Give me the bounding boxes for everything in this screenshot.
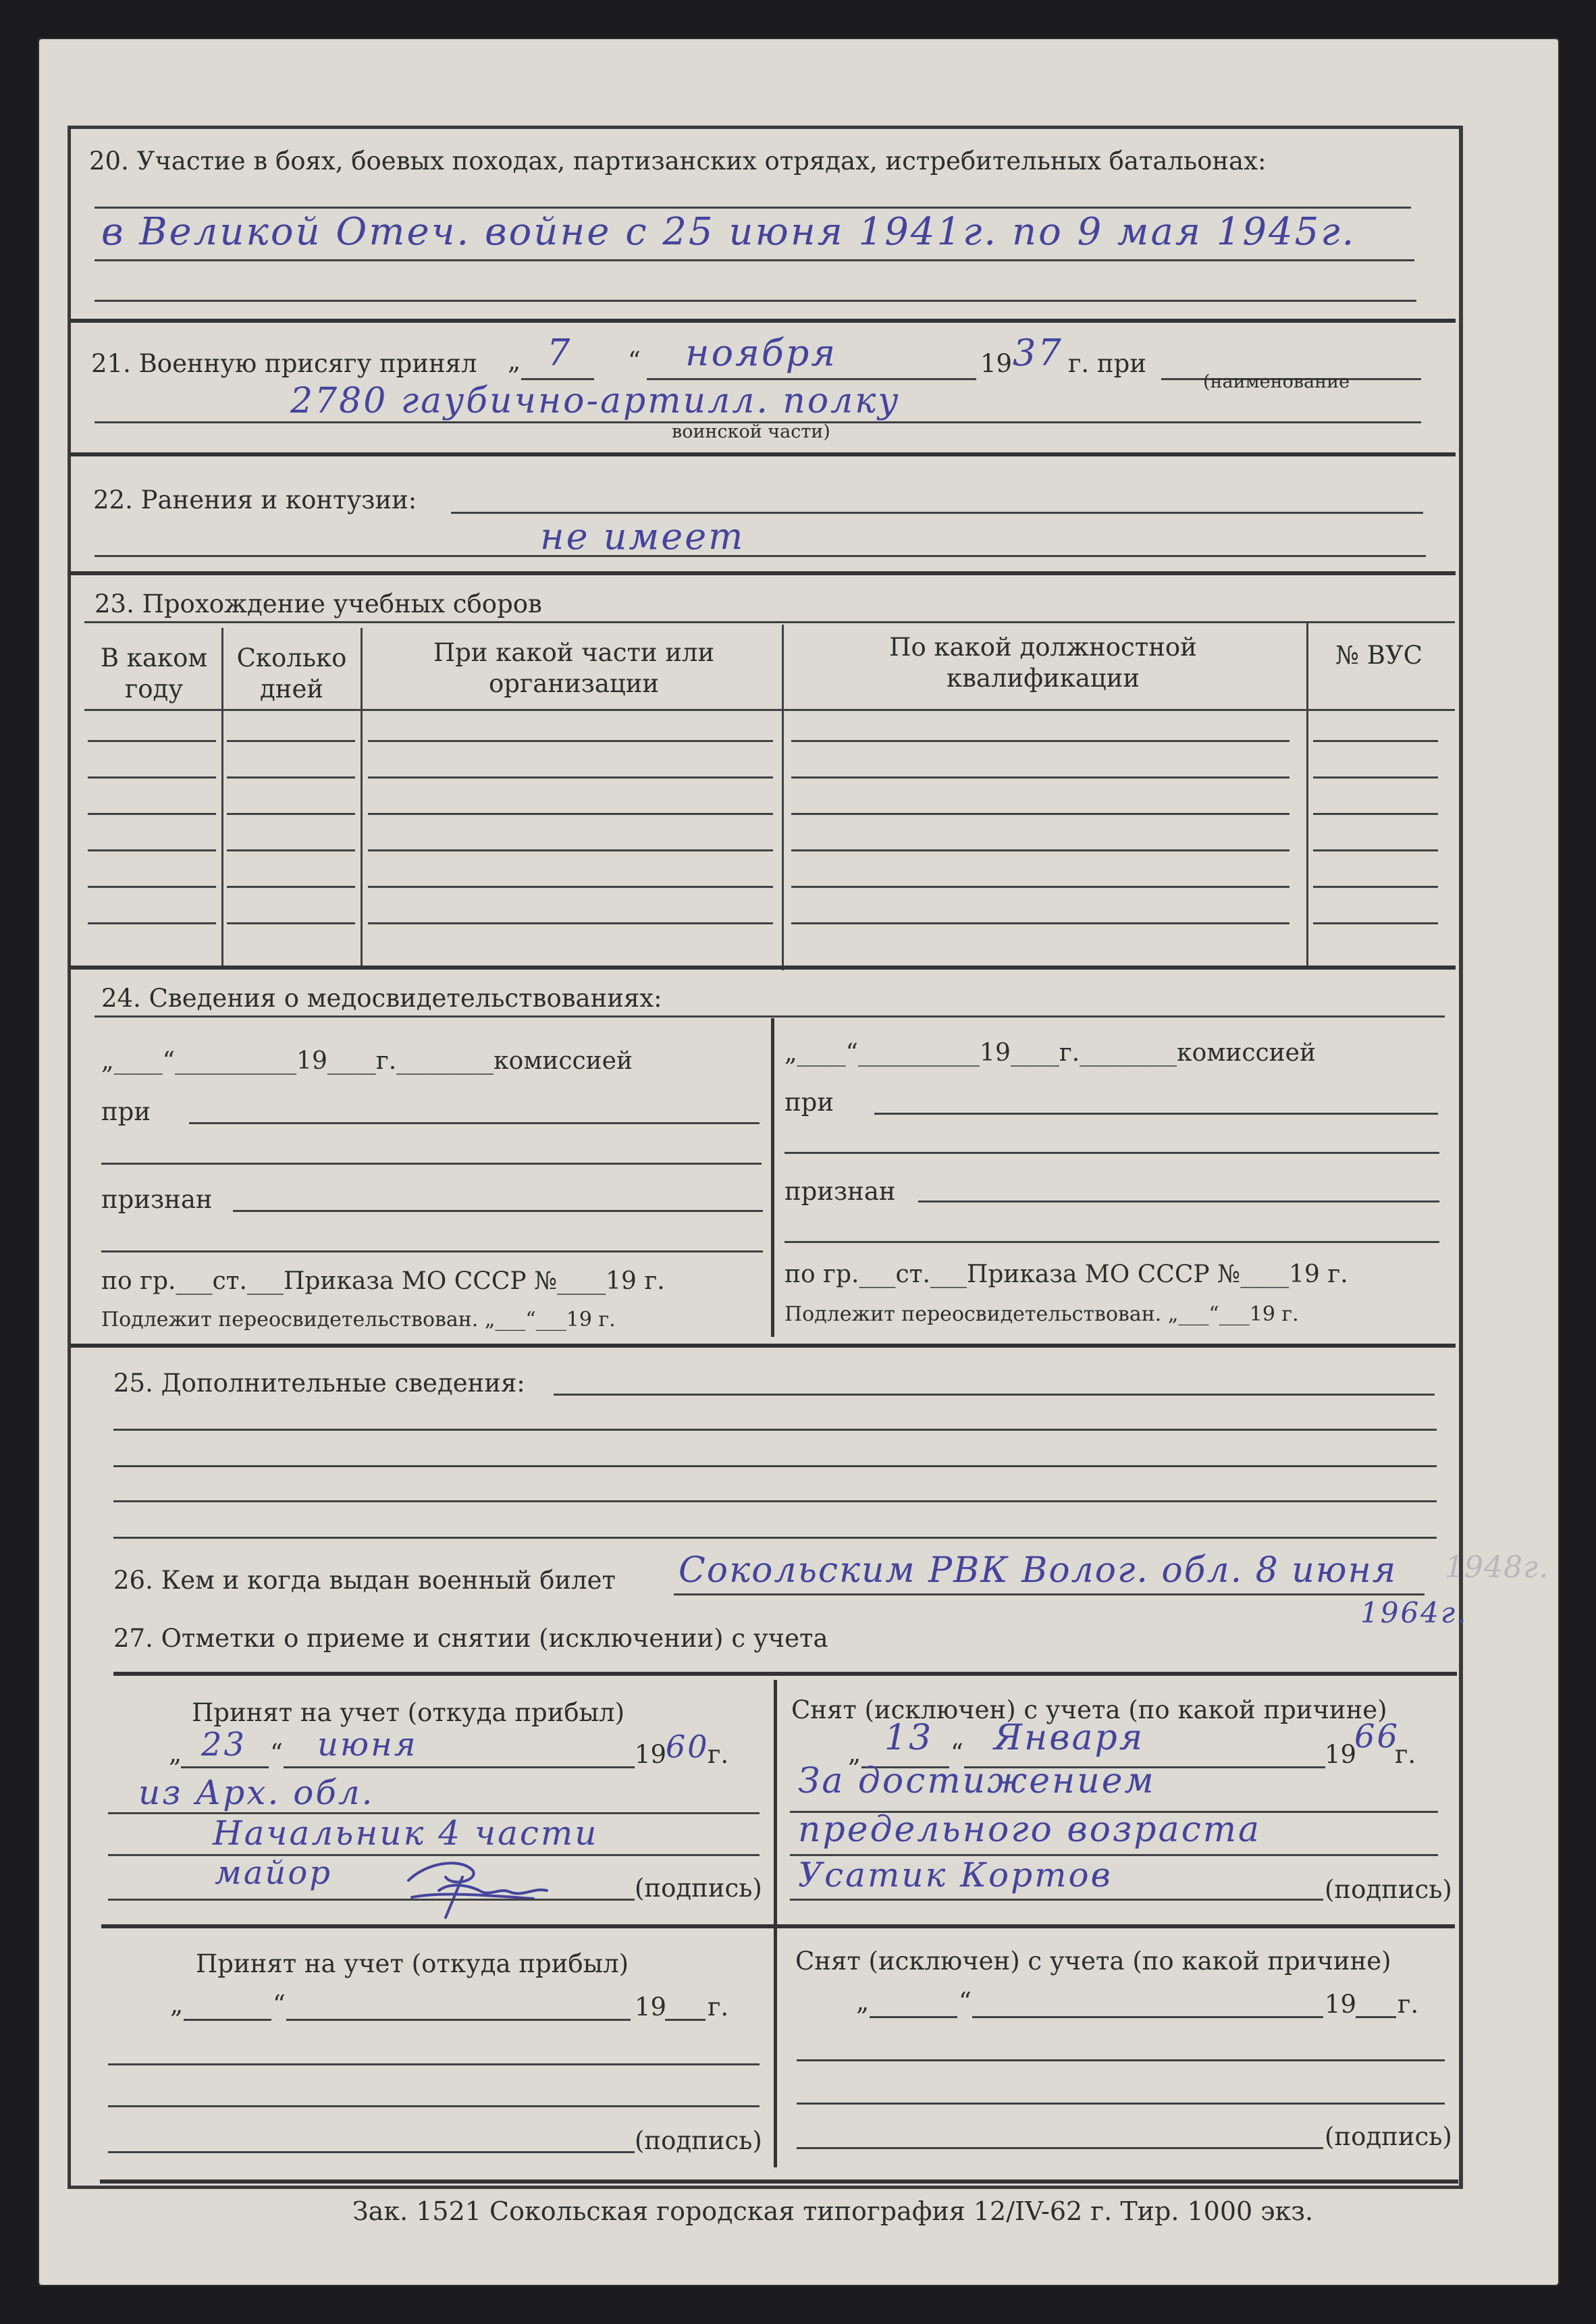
medical-date-line: „____“__________19____г.________комиссией bbox=[784, 1039, 1316, 1067]
table-row-line bbox=[1313, 849, 1438, 851]
medical-order-line: по гр.___ст.___Приказа МО СССР №____19 г. bbox=[784, 1261, 1348, 1288]
rule bbox=[108, 2105, 760, 2107]
table-col-divider bbox=[361, 628, 363, 969]
medical-found-label: признан bbox=[101, 1185, 213, 1214]
section-20-value: в Великой Отеч. войне с 25 июня 1941г. по 9 мая 1945г. bbox=[101, 210, 1356, 254]
rule bbox=[101, 1163, 762, 1165]
section-24-label: 24. Сведения о медосвидетельствованиях: bbox=[101, 984, 662, 1013]
year-suffix: г. bbox=[1398, 1990, 1419, 2019]
quote-open: „ bbox=[169, 1739, 182, 1768]
rule bbox=[797, 2059, 1445, 2061]
table-row-line bbox=[1313, 776, 1438, 778]
removed-month: Января bbox=[994, 1718, 1145, 1758]
medical-date-line: „____“__________19____г.________комиссией bbox=[101, 1047, 633, 1075]
rule bbox=[108, 2151, 635, 2153]
rule bbox=[113, 1429, 1437, 1431]
oath-month: ноября bbox=[685, 332, 838, 374]
medical-reexam-line: Подлежит переосвидетельствован. „___“___19 г. bbox=[101, 1308, 616, 1331]
section-22-label: 22. Ранения и контузии: bbox=[93, 485, 417, 514]
rule bbox=[95, 555, 1426, 557]
col-qualification-header: По какой должностной квалификации bbox=[889, 633, 1197, 693]
rule bbox=[95, 259, 1414, 261]
table-row-line bbox=[88, 886, 216, 888]
signature-label: (подпись) bbox=[635, 1874, 762, 1903]
rule bbox=[797, 2103, 1445, 2105]
medical-at-label: при bbox=[101, 1097, 151, 1126]
rule bbox=[108, 1899, 635, 1901]
accepted-year: 60 bbox=[666, 1728, 710, 1765]
quote-open: „ bbox=[508, 346, 521, 375]
medical-reexam-line: Подлежит переосвидетельствован. „___“___19 г. bbox=[784, 1302, 1299, 1326]
table-row-line bbox=[227, 813, 355, 815]
rule bbox=[784, 1241, 1439, 1243]
rule bbox=[113, 1465, 1437, 1467]
table-row-line bbox=[368, 740, 773, 742]
year-suffix: г. bbox=[1395, 1740, 1416, 1769]
table-col-divider bbox=[221, 628, 223, 966]
rule bbox=[181, 1766, 269, 1768]
table-row-line bbox=[791, 922, 1289, 924]
rule bbox=[972, 2016, 1323, 2018]
rule bbox=[451, 512, 1423, 514]
removed-year: 66 bbox=[1354, 1718, 1400, 1755]
quote-close: “ bbox=[270, 1739, 283, 1768]
section-divider bbox=[70, 966, 1456, 970]
accepted-header: Принят на учет (откуда прибыл) bbox=[192, 1698, 625, 1727]
signature-label: (подпись) bbox=[1325, 2122, 1452, 2151]
table-row-line bbox=[368, 813, 773, 815]
table-row-line bbox=[368, 886, 773, 888]
year-suffix: г. bbox=[708, 1740, 729, 1769]
section-divider bbox=[113, 1672, 1457, 1676]
medical-found-label: признан bbox=[784, 1177, 896, 1206]
wounds-value: не имеет bbox=[540, 515, 745, 558]
oath-day: 7 bbox=[547, 332, 573, 374]
table-row-line bbox=[88, 740, 216, 742]
rule bbox=[647, 378, 976, 380]
section-divider bbox=[70, 452, 1456, 456]
col-unit-header: При какой части или организации bbox=[433, 638, 715, 698]
officer-signature bbox=[398, 1850, 560, 1924]
section-divider bbox=[70, 319, 1456, 323]
rule bbox=[84, 621, 1455, 623]
year-prefix: 19 bbox=[1325, 1990, 1357, 2019]
rule bbox=[870, 2016, 957, 2018]
table-row-line bbox=[88, 849, 216, 851]
quote-close: “ bbox=[273, 1990, 286, 2019]
table-row-line bbox=[227, 740, 355, 742]
table-row-line bbox=[1313, 922, 1438, 924]
rule bbox=[184, 2019, 271, 2021]
registration-column-divider bbox=[774, 1680, 777, 2167]
rule bbox=[108, 2063, 760, 2065]
section-20-label: 20. Участие в боях, боевых походах, партизанских отрядах, истребительных батальонах: bbox=[89, 147, 1267, 176]
rule bbox=[674, 1593, 1425, 1595]
removed-header: Снят (исключен) с учета (по какой причине) bbox=[795, 1947, 1391, 1976]
col-year-header: В каком году bbox=[100, 643, 208, 704]
table-col-divider bbox=[782, 625, 784, 970]
quote-close: “ bbox=[951, 1739, 963, 1768]
quote-close: “ bbox=[959, 1987, 972, 2016]
oath-unit: 2780 гаубично-артилл. полку bbox=[290, 381, 901, 421]
table-row-line bbox=[227, 922, 355, 924]
accepted-officer-rank: майор bbox=[215, 1854, 332, 1892]
rule bbox=[101, 1250, 763, 1252]
rule bbox=[95, 207, 1411, 209]
section-27-label: 27. Отметки о приеме и снятии (исключении) с учета bbox=[113, 1624, 828, 1653]
removed-reason-line2: предельного возраста bbox=[798, 1810, 1262, 1850]
table-row-line bbox=[88, 813, 216, 815]
removed-header: Снят (исключен) с учета (по какой причине) bbox=[791, 1695, 1387, 1724]
table-row-line bbox=[368, 776, 773, 778]
year-prefix: 19 bbox=[980, 349, 1013, 378]
faint-year-mark: 1948г. bbox=[1445, 1550, 1549, 1585]
military-id-issued: Сокольским РВК Волог. обл. 8 июня bbox=[679, 1550, 1398, 1591]
signature-label: (подпись) bbox=[635, 2126, 762, 2155]
table-row-line bbox=[791, 740, 1289, 742]
rule bbox=[95, 1015, 1445, 1018]
col-days-header: Сколько дней bbox=[236, 643, 347, 704]
accepted-officer-title: Начальник 4 части bbox=[213, 1814, 599, 1853]
year-prefix: 19 bbox=[1325, 1740, 1357, 1769]
table-row-line bbox=[368, 922, 773, 924]
section-21-label: 21. Военную присягу принял bbox=[91, 349, 477, 378]
section-26-label: 26. Кем и когда выдан военный билет bbox=[113, 1566, 616, 1595]
medical-at-label: при bbox=[784, 1088, 834, 1117]
table-row-line bbox=[88, 922, 216, 924]
medical-column-divider bbox=[771, 1018, 774, 1337]
rule bbox=[918, 1200, 1439, 1203]
signature-label: (подпись) bbox=[1325, 1875, 1452, 1904]
medical-order-line: по гр.___ст.___Приказа МО СССР №____19 г. bbox=[101, 1267, 665, 1295]
rule bbox=[665, 2019, 706, 2021]
table-row-line bbox=[227, 886, 355, 888]
year-prefix: 19 bbox=[635, 1740, 667, 1769]
rule bbox=[113, 1500, 1437, 1502]
section-23-label: 23. Прохождение учебных сборов bbox=[95, 589, 542, 618]
removed-reason-line1: За достижением bbox=[798, 1761, 1156, 1801]
rule bbox=[874, 1113, 1438, 1115]
quote-close: “ bbox=[628, 346, 641, 375]
accepted-day: 23 bbox=[201, 1726, 247, 1764]
table-row-line bbox=[88, 776, 216, 778]
table-row-line bbox=[791, 776, 1289, 778]
rule bbox=[1356, 2016, 1396, 2018]
rule bbox=[797, 2147, 1323, 2149]
section-divider bbox=[101, 1924, 1455, 1928]
removed-day: 13 bbox=[884, 1718, 934, 1758]
military-id-year: 1964г. bbox=[1360, 1596, 1468, 1629]
table-col-divider bbox=[1306, 621, 1308, 966]
oath-year: 37 bbox=[1013, 332, 1063, 374]
rule bbox=[233, 1210, 763, 1212]
accepted-from: из Арх. обл. bbox=[138, 1773, 375, 1812]
rule bbox=[95, 300, 1416, 302]
accepted-month: июня bbox=[317, 1726, 418, 1764]
table-row-line bbox=[227, 849, 355, 851]
rule bbox=[286, 2019, 631, 2021]
table-header-rule bbox=[84, 709, 1455, 711]
quote-open: „ bbox=[856, 1987, 870, 2016]
oath-at-label: г. при bbox=[1068, 349, 1146, 378]
table-row-line bbox=[1313, 740, 1438, 742]
table-row-line bbox=[1313, 813, 1438, 815]
quote-open: „ bbox=[848, 1739, 861, 1768]
section-divider bbox=[70, 1344, 1456, 1348]
print-imprint: Зак. 1521 Сокольская городская типография 12/IV-62 г. Тир. 1000 экз. bbox=[352, 2196, 1314, 2226]
rule bbox=[284, 1766, 635, 1768]
rule bbox=[521, 378, 594, 380]
rule bbox=[784, 1152, 1439, 1154]
section-25-label: 25. Дополнительные сведения: bbox=[113, 1369, 525, 1398]
table-row-line bbox=[227, 776, 355, 778]
table-row-line bbox=[791, 886, 1289, 888]
accepted-header: Принят на учет (откуда прибыл) bbox=[196, 1949, 629, 1978]
year-prefix: 19 bbox=[635, 1992, 667, 2022]
section-divider bbox=[70, 571, 1456, 575]
table-row-line bbox=[368, 849, 773, 851]
year-suffix: г. bbox=[708, 1992, 729, 2022]
col-vus-header: № ВУС bbox=[1335, 641, 1422, 670]
quote-open: „ bbox=[170, 1990, 184, 2019]
hint-name: (наименование bbox=[1203, 371, 1350, 392]
rule bbox=[790, 1899, 1323, 1901]
table-row-line bbox=[791, 813, 1289, 815]
table-row-line bbox=[1313, 886, 1438, 888]
table-row-line bbox=[791, 849, 1289, 851]
rule bbox=[113, 1537, 1437, 1539]
hint-unit: воинской части) bbox=[672, 421, 830, 442]
rule bbox=[189, 1122, 760, 1124]
rule bbox=[554, 1394, 1435, 1396]
section-divider bbox=[100, 2180, 1458, 2184]
removed-official-name: Усатик Кортов bbox=[798, 1855, 1113, 1895]
